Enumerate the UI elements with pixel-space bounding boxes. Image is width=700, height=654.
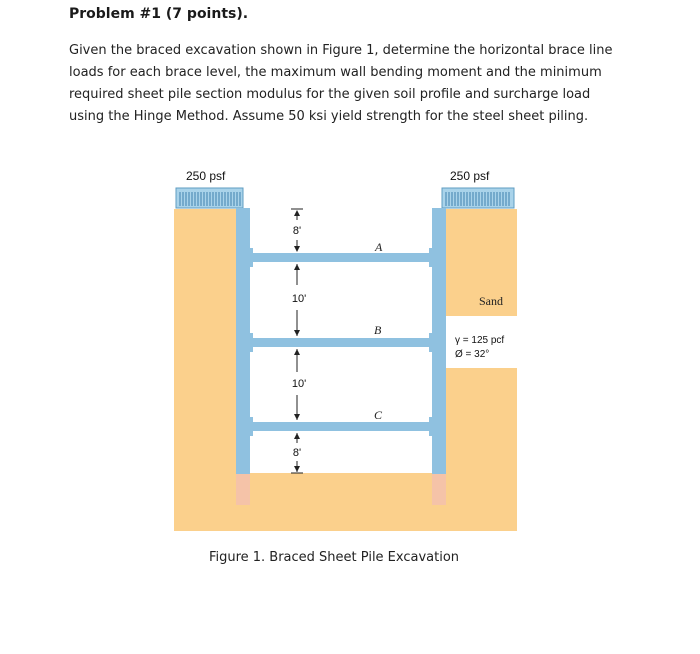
dimension-label-bottom: 8' (292, 447, 302, 459)
brace-b-label: B (374, 323, 382, 337)
soil-label: Sand (479, 294, 503, 308)
pile-tip-right (432, 473, 446, 505)
surcharge-right (442, 188, 514, 208)
brace-c-label: C (374, 408, 383, 422)
soil-bottom (174, 473, 517, 531)
unit-weight: γ = 125 pcf (455, 335, 505, 346)
brace-a (250, 253, 432, 262)
problem-statement: Given the braced excavation shown in Figure 1, determine the horizontal brace line loads for each brace level, the maximum wall bending moment and the minimum required sheet pile section modulus for the given soil profile and surcharge load using the Hinge Method. Assume 50 ksi yield strength for the steel sheet piling. (69, 43, 613, 124)
surcharge-left-label: 250 psf (186, 169, 226, 183)
pile-tip-left (236, 473, 250, 505)
figure-caption-text: Figure 1. Braced Sheet Pile Excavation (208, 550, 460, 565)
brace-c (250, 422, 432, 431)
brace-b (250, 338, 432, 347)
problem-heading: Problem #1 (7 points). (69, 6, 249, 22)
friction-angle: Ø = 32° (455, 349, 490, 360)
surcharge-right-label: 250 psf (450, 169, 490, 183)
dimension-label-bc: 10' (291, 378, 307, 390)
brace-a-label: A (375, 240, 383, 254)
dimension-label-ab: 10' (291, 293, 307, 305)
surcharge-left (176, 188, 243, 208)
dimension-label-top: 8' (292, 225, 302, 237)
figure-caption (0, 550, 700, 565)
